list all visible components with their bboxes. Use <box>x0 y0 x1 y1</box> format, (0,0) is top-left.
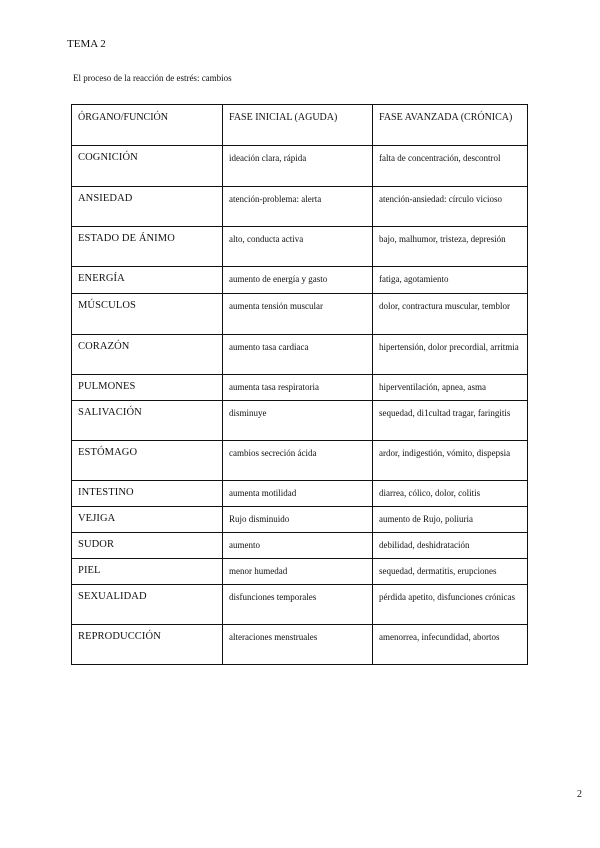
organ-cell: SUDOR <box>72 533 223 559</box>
organ-cell: SALIVACIÓN <box>72 401 223 441</box>
initial-phase-cell: atención-problema: alerta <box>223 187 373 227</box>
organ-cell: CORAZÓN <box>72 335 223 375</box>
stress-changes-table <box>71 104 528 665</box>
advanced-phase-cell: dolor, contractura muscular, temblor <box>373 294 528 335</box>
advanced-phase-cell: bajo, malhumor, tristeza, depresión <box>373 227 528 267</box>
initial-phase-cell: aumenta tensión muscular <box>223 294 373 335</box>
advanced-phase-cell: sequedad, di1cultad tragar, faringitis <box>373 401 528 441</box>
organ-cell: ESTADO DE ÁNIMO <box>72 227 223 267</box>
initial-phase-cell: aumento tasa cardiaca <box>223 335 373 375</box>
advanced-phase-cell: atención-ansiedad: círculo vicioso <box>373 187 528 227</box>
advanced-phase-cell: fatiga, agotamiento <box>373 267 528 294</box>
advanced-phase-cell: amenorrea, infecundidad, abortos <box>373 625 528 665</box>
table-row <box>72 441 528 481</box>
advanced-phase-cell: hiperventilación, apnea, asma <box>373 375 528 401</box>
table-row <box>72 507 528 533</box>
table-row <box>72 375 528 401</box>
column-header-organ: ÓRGANO/FUNCIÓN <box>72 105 223 146</box>
organ-cell: PULMONES <box>72 375 223 401</box>
initial-phase-cell: aumenta tasa respiratoria <box>223 375 373 401</box>
initial-phase-cell: disfunciones temporales <box>223 585 373 625</box>
initial-phase-cell: disminuye <box>223 401 373 441</box>
organ-cell: SEXUALIDAD <box>72 585 223 625</box>
initial-phase-cell: cambios secreción ácida <box>223 441 373 481</box>
table-row <box>72 187 528 227</box>
table-caption: El proceso de la reacción de estrés: cambios <box>73 73 232 83</box>
page-header: TEMA 2 <box>67 38 106 50</box>
organ-cell: MÚSCULOS <box>72 294 223 335</box>
organ-cell: VEJIGA <box>72 507 223 533</box>
initial-phase-cell: ideación clara, rápida <box>223 146 373 187</box>
advanced-phase-cell: aumento de Rujo, poliuria <box>373 507 528 533</box>
table-header-row <box>72 105 528 146</box>
advanced-phase-cell: ardor, indigestión, vómito, dispepsia <box>373 441 528 481</box>
organ-cell: INTESTINO <box>72 481 223 507</box>
table-row <box>72 559 528 585</box>
initial-phase-cell: Rujo disminuido <box>223 507 373 533</box>
advanced-phase-cell: pérdida apetito, disfunciones crónicas <box>373 585 528 625</box>
table-row <box>72 146 528 187</box>
table-row <box>72 294 528 335</box>
organ-cell: ESTÓMAGO <box>72 441 223 481</box>
advanced-phase-cell: falta de concentración, descontrol <box>373 146 528 187</box>
initial-phase-cell: aumento <box>223 533 373 559</box>
table-row <box>72 335 528 375</box>
advanced-phase-cell: sequedad, dermatitis, erupciones <box>373 559 528 585</box>
organ-cell: PIEL <box>72 559 223 585</box>
column-header-advanced-phase: FASE AVANZADA (CRÓNICA) <box>373 105 528 146</box>
table-row <box>72 401 528 441</box>
initial-phase-cell: aumenta motilidad <box>223 481 373 507</box>
table-row <box>72 533 528 559</box>
advanced-phase-cell: diarrea, cólico, dolor, colitis <box>373 481 528 507</box>
table-row <box>72 585 528 625</box>
table-row <box>72 481 528 507</box>
organ-cell: REPRODUCCIÓN <box>72 625 223 665</box>
organ-cell: ENERGÍA <box>72 267 223 294</box>
initial-phase-cell: alteraciones menstruales <box>223 625 373 665</box>
organ-cell: ANSIEDAD <box>72 187 223 227</box>
advanced-phase-cell: debilidad, deshidratación <box>373 533 528 559</box>
initial-phase-cell: aumento de energía y gasto <box>223 267 373 294</box>
initial-phase-cell: menor humedad <box>223 559 373 585</box>
table-row <box>72 267 528 294</box>
initial-phase-cell: alto, conducta activa <box>223 227 373 267</box>
organ-cell: COGNICIÓN <box>72 146 223 187</box>
advanced-phase-cell: hipertensión, dolor precordial, arritmia <box>373 335 528 375</box>
table-row <box>72 227 528 267</box>
table-row <box>72 625 528 665</box>
column-header-initial-phase: FASE INICIAL (AGUDA) <box>223 105 373 146</box>
page-number: 2 <box>577 789 582 800</box>
